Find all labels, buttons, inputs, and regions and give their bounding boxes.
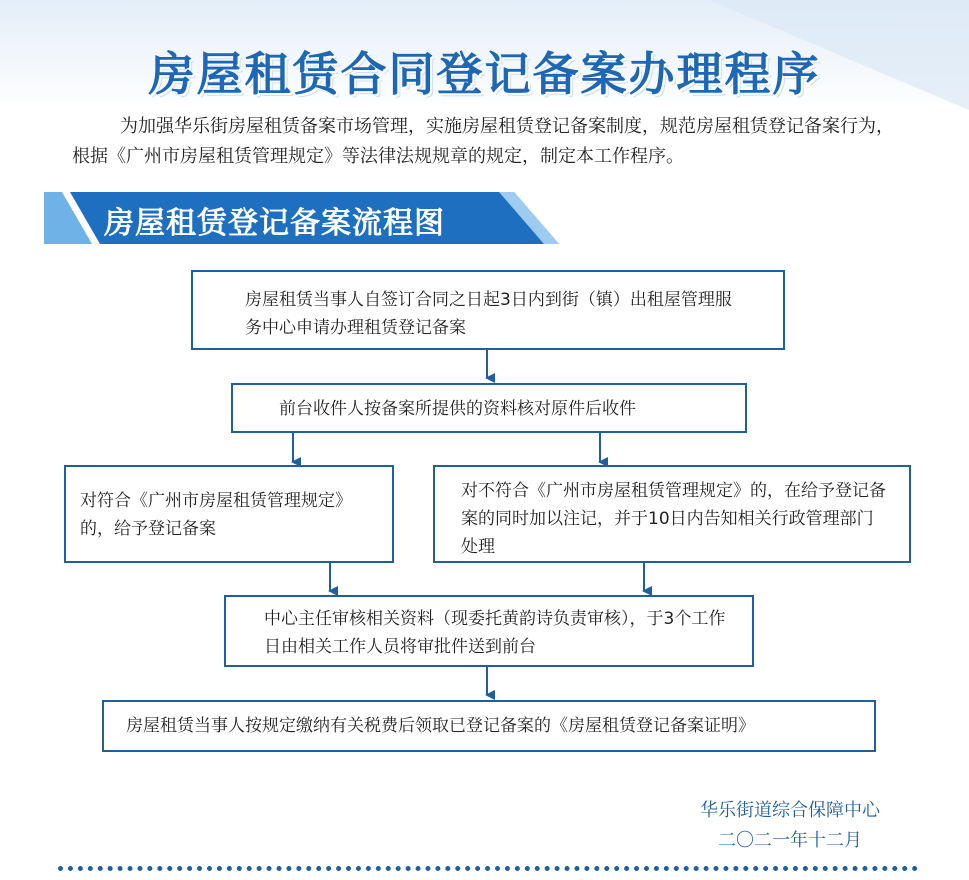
flow-step-1: [191, 270, 785, 350]
flow-step-3b-text: 对不符合《广州市房屋租赁管理规定》的，在给予登记备案的同时加以注记，并于10日内告知相关行政管理部门处理: [461, 481, 886, 557]
flow-step-3b: [433, 465, 911, 563]
intro-paragraph: 为加强华乐街房屋租赁备案市场管理，实施房屋租赁登记备案制度，规范房屋租赁登记备案行为，根据《广州市房屋租赁管理规定》等法律法规规章的规定，制定本工作程序。: [72, 116, 894, 167]
section-title: 房屋租赁登记备案流程图: [104, 206, 445, 241]
flow-step-5-text: 房屋租赁当事人按规定缴纳有关税费后领取已登记备案的《房屋租赁登记备案证明》: [126, 716, 755, 736]
bottom-divider: [58, 866, 918, 871]
flow-step-2: [231, 383, 747, 433]
flow-step-4-text: 中心主任审核相关资料（现委托黄韵诗负责审核），于3个工作日由相关工作人员将审批件送到前台: [264, 609, 726, 657]
signature-org: 华乐街道综合保障中心: [700, 800, 880, 821]
flow-step-2-text: 前台收件人按备案所提供的资料核对原件后收件: [279, 399, 636, 419]
flow-step-1-text: 房屋租赁当事人自签订合同之日起3日内到街（镇）出租屋管理服务中心申请办理租赁登记备案: [245, 290, 732, 338]
flow-step-3a-text: 对符合《广州市房屋租赁管理规定》的，给予登记备案: [80, 491, 352, 539]
flow-step-3a: [64, 465, 394, 563]
flow-step-4: [224, 595, 754, 667]
page-title: 房屋租赁合同登记备案办理程序: [148, 47, 821, 101]
flow-step-5: [102, 700, 876, 752]
signature-date: 二〇二一年十二月: [718, 830, 862, 851]
